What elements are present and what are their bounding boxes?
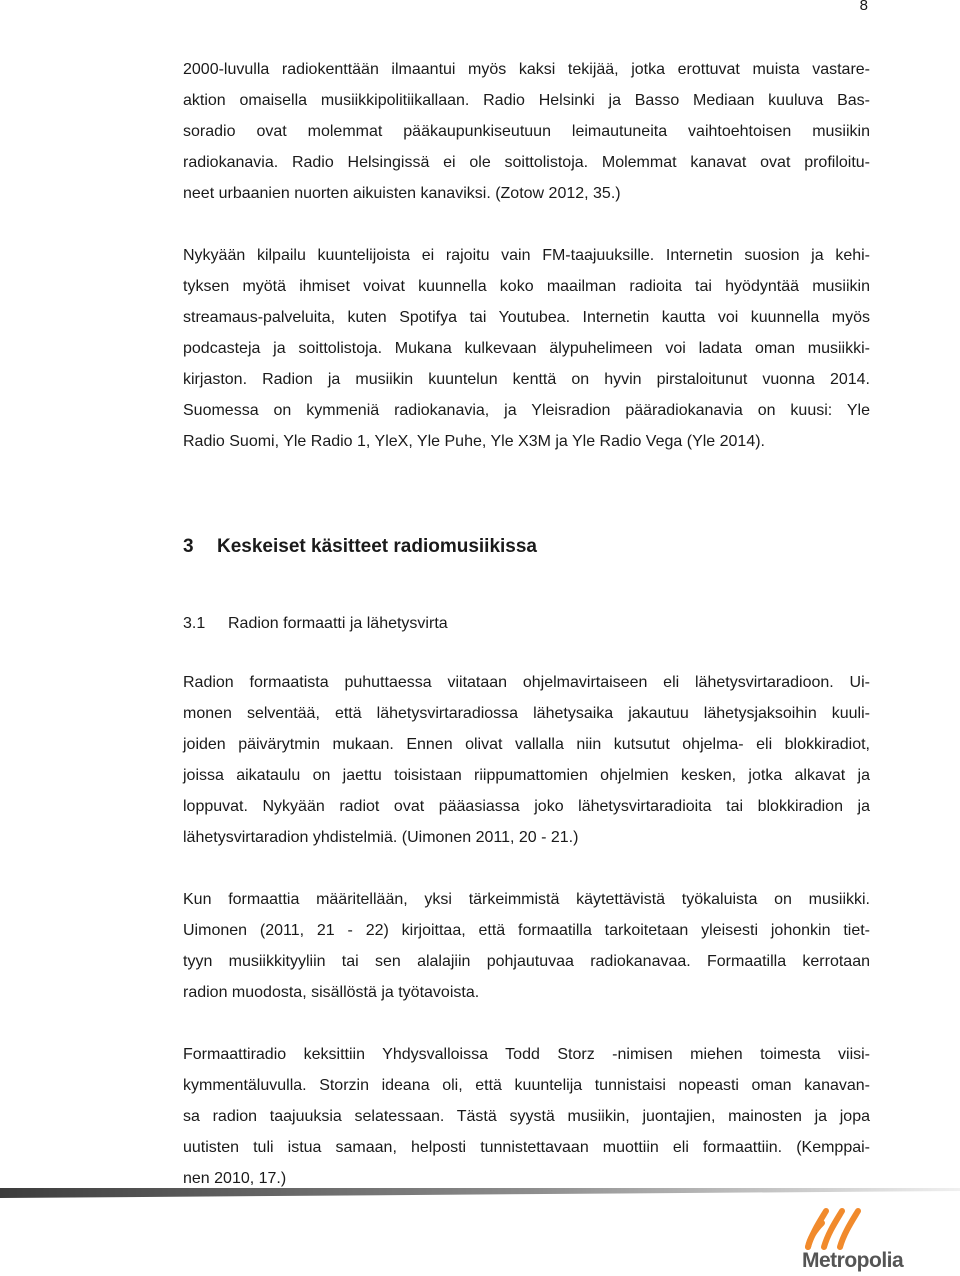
text-line: Radion formaatista puhuttaessa viitataan ohjelmavirtaiseen eli lähetysvirtaradioon. Ui-	[183, 674, 870, 691]
text-line: loppuvat. Nykyään radiot ovat pääasiassa joko lähetysvirtaradioita tai blokkiradion ja	[183, 798, 870, 815]
text-line: kymmentäluvulla. Storzin ideana oli, että kuuntelija tunnistaisi nopeasti oman kanavan-	[183, 1077, 870, 1094]
text-line: radiokanavia. Radio Helsingissä ei ole soittolistoja. Molemmat kanavat ovat profiloitu-	[183, 154, 870, 171]
text-line: uutisten tuli istua samaan, helposti tunnistettavaan muottiin eli formaattiin. (Kemppai-	[183, 1139, 870, 1156]
text-line: streamaus-palveluita, kuten Spotifya tai Youtubea. Internetin kautta voi kuunnella myös	[183, 309, 870, 326]
text-line: Uimonen (2011, 21 - 22) kirjoittaa, että formaatilla tarkoitetaan yleisesti johonkin tiet-	[183, 922, 870, 939]
text-line: Suomessa on kymmeniä radiokanavia, ja Yleisradion pääradiokanavia on kuusi: Yle	[183, 402, 870, 419]
text-line: Radio Suomi, Yle Radio 1, YleX, Yle Puhe, Yle X3M ja Yle Radio Vega (Yle 2014).	[183, 433, 765, 450]
text-line: neet urbaanien nuorten aikuisten kanaviksi. (Zotow 2012, 35.)	[183, 185, 621, 202]
paragraph-radio-newcomers	[183, 54, 870, 209]
paragraph-format-history	[183, 1039, 870, 1194]
text-line: soradio ovat molemmat pääkaupunkiseutuun leimautuneita vaihtoehtoisen musiikin	[183, 123, 870, 140]
text-line: Nykyään kilpailu kuuntelijoista ei rajoitu vain FM-taajuuksille. Internetin suosion ja kehi-	[183, 247, 870, 264]
text-line: sa radion taajuuksia selatessaan. Tästä syystä musiikin, juontajien, mainosten ja jopa	[183, 1108, 870, 1125]
document-body	[183, 54, 870, 1194]
subsection-number: 3.1	[183, 615, 206, 632]
section-heading	[183, 531, 870, 562]
text-line: Kun formaattia määritellään, yksi tärkeimmistä käytettävistä työkaluista on musiikki.	[183, 891, 870, 908]
text-line: 2000-luvulla radiokenttään ilmaantui myös kaksi tekijää, jotka erottuvat muista vastare-	[183, 61, 870, 78]
text-line: tyksen myötä ihmiset voivat kuunnella koko maailman radioita tai hyödyntää musiikin	[183, 278, 870, 295]
section-number: 3	[183, 536, 194, 557]
text-line: tyyn musiikkityyliin tai sen alalajiin pohjautuvaa radiokanavaa. Formaatilla kerrotaan	[183, 953, 870, 970]
text-line: podcasteja ja soittolistoja. Mukana kulkevaan älypuhelimeen voi ladata oman musiikki-	[183, 340, 870, 357]
text-line: joiden päivärytmin mukaan. Ennen olivat vallalla niin kutsutut ohjelma- eli blokkiradiot,	[183, 736, 870, 753]
subsection-heading	[183, 608, 870, 639]
text-line: aktion omaisella musiikkipolitiikallaan. Radio Helsinki ja Basso Mediaan kuuluva Bas-	[183, 92, 870, 109]
text-line: nen 2010, 17.)	[183, 1170, 287, 1187]
text-line: kirjaston. Radion ja musiikin kuuntelun kenttä on hyvin pirstaloitunut vuonna 2014.	[183, 371, 870, 388]
footer-band	[0, 1188, 960, 1198]
paragraph-internet-listening	[183, 240, 870, 457]
page-number: 8	[859, 0, 868, 14]
text-line: lähetysvirtaradion yhdistelmiä. (Uimonen 2011, 20 - 21.)	[183, 829, 579, 846]
paragraph-format-music	[183, 884, 870, 1008]
text-line: radion muodosta, sisällöstä ja työtavoista.	[183, 984, 480, 1001]
subsection-title: Radion formaatti ja lähetysvirta	[228, 615, 448, 632]
text-line: joissa aikataulu on jaettu toisistaan riippumattomien ohjelmien kesken, jotka alkavat ja	[183, 767, 870, 784]
text-line: Formaattiradio keksittiin Yhdysvalloissa Todd Storz -nimisen miehen toimesta viisi-	[183, 1046, 870, 1063]
paragraph-format-definition	[183, 667, 870, 853]
section-title: Keskeiset käsitteet radiomusiikissa	[217, 536, 538, 557]
text-line: monen selventää, että lähetysvirtaradiossa lähetysaika jakautuu lähetysjaksoihin kuuli-	[183, 705, 870, 722]
logo-text: Metropolia	[802, 1249, 904, 1272]
